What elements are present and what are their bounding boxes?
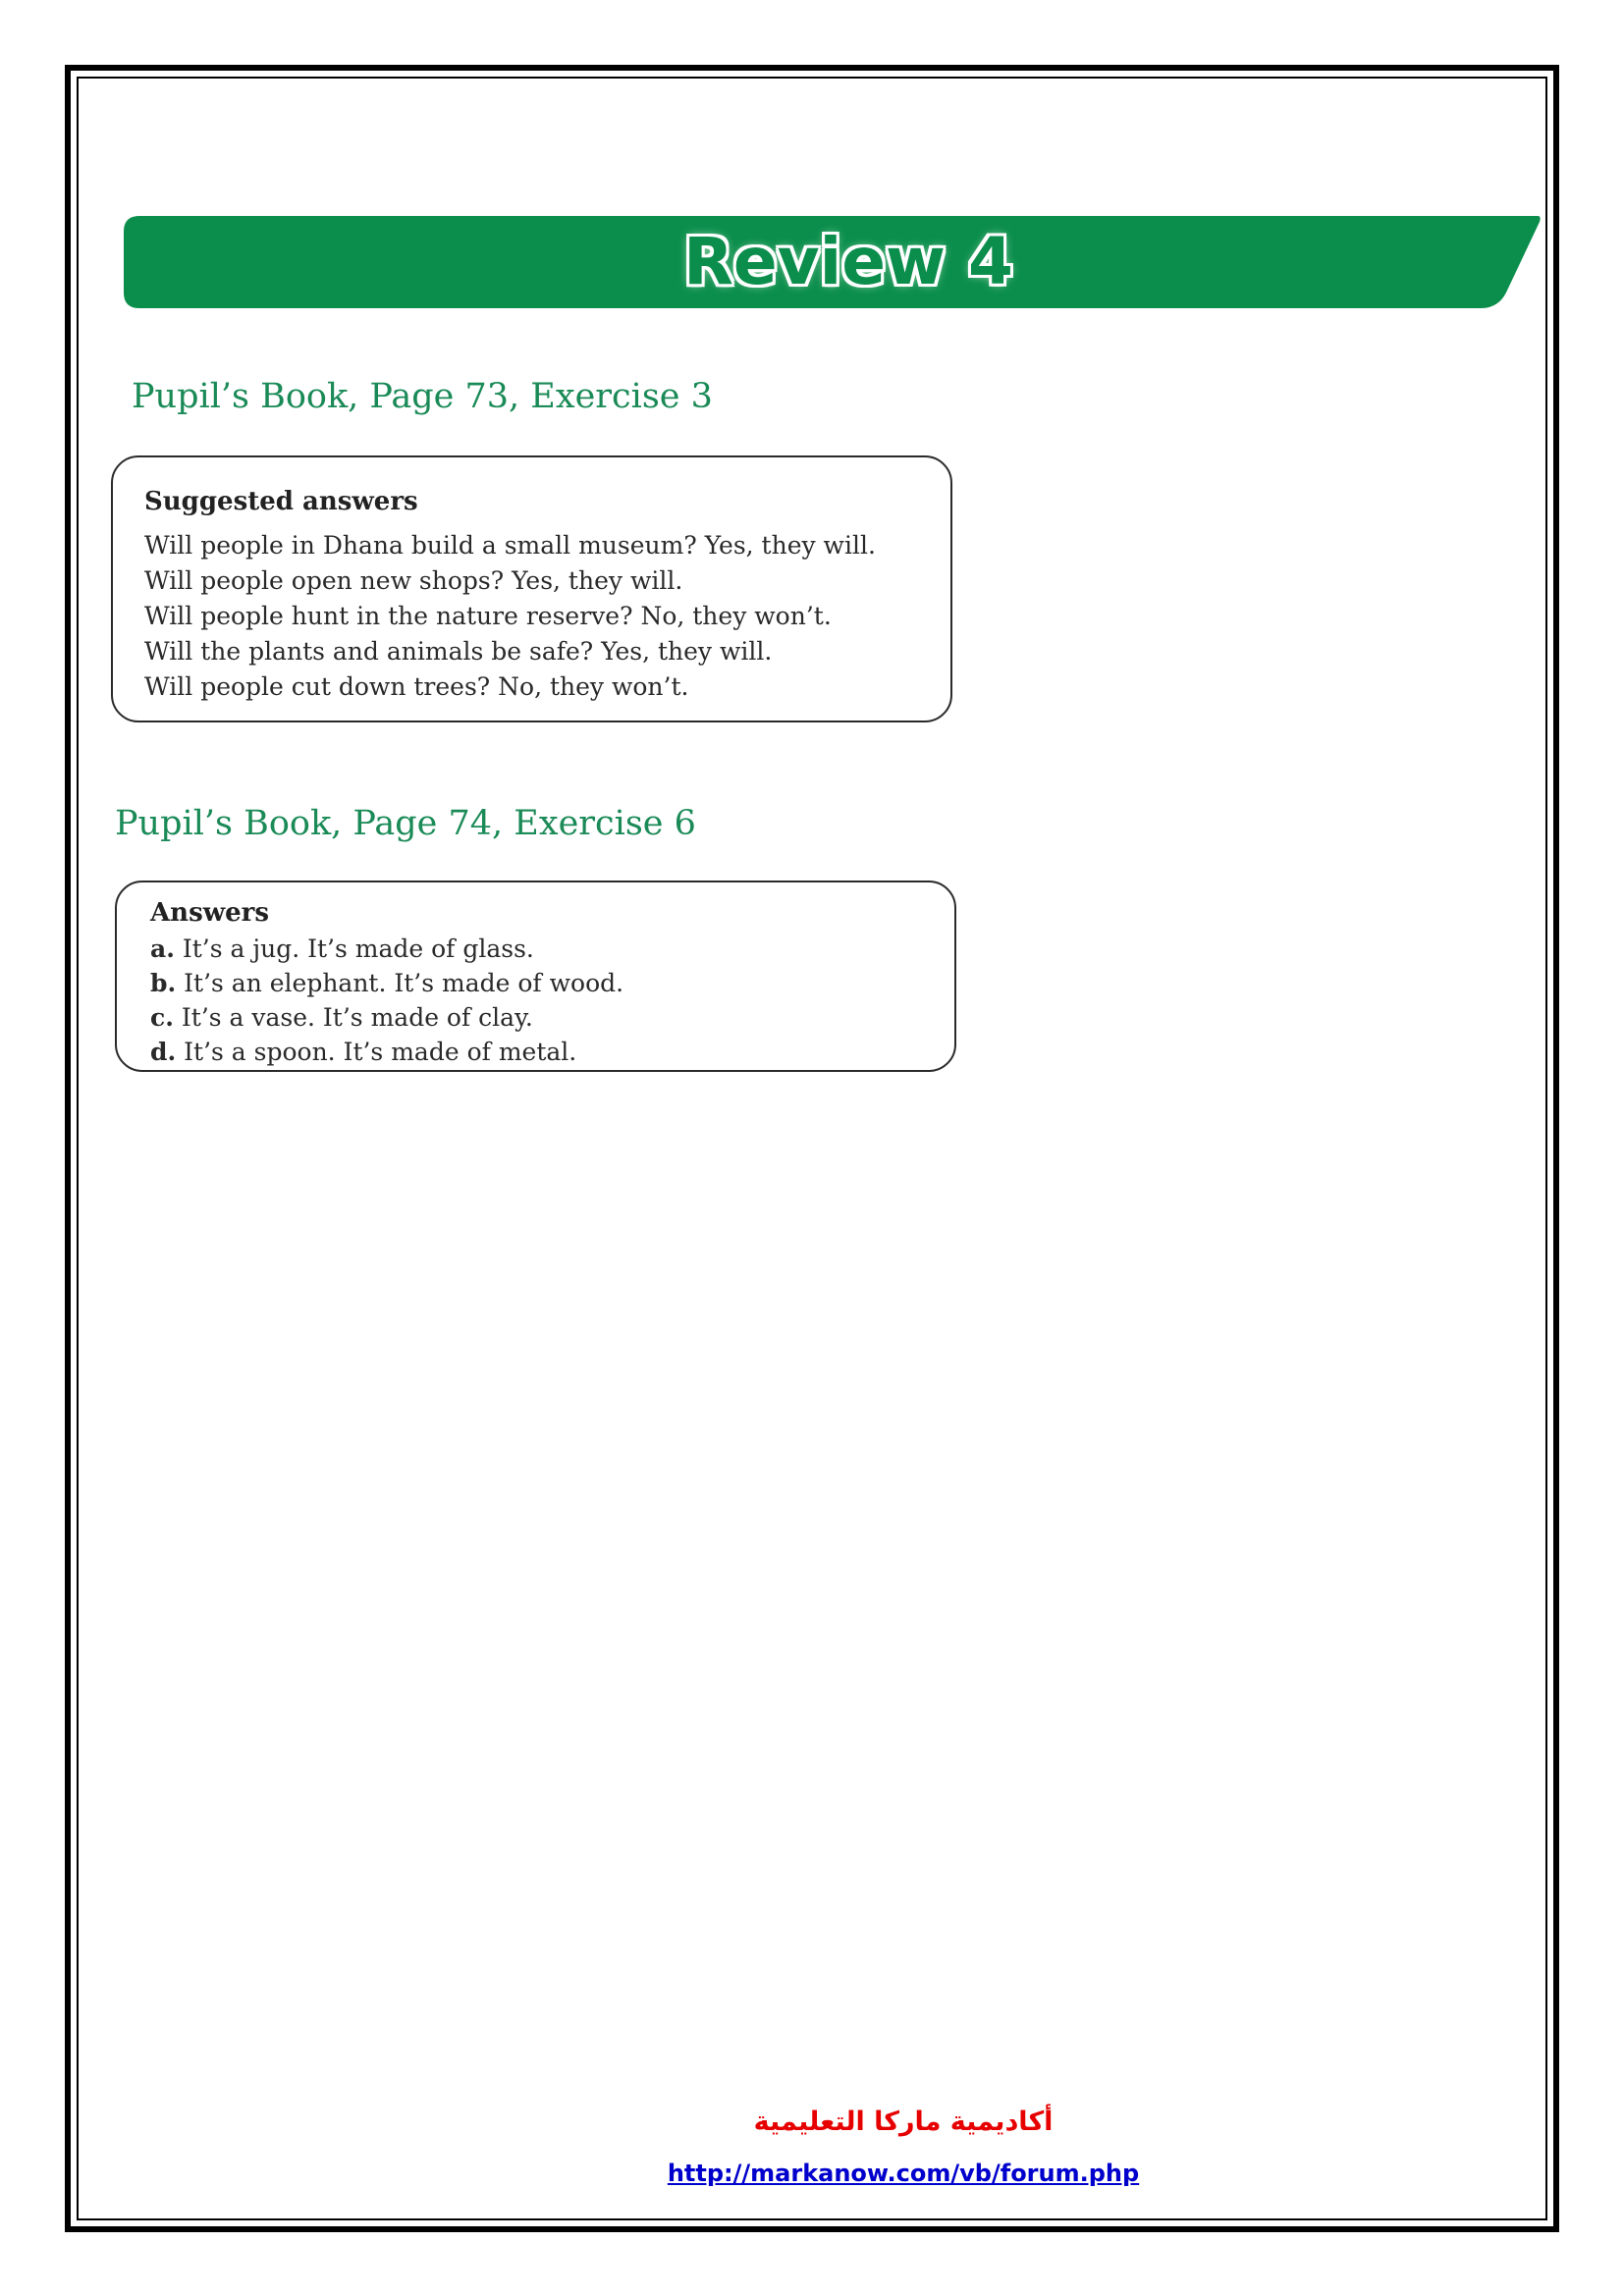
answer-item [150, 966, 954, 1000]
answer-item [150, 932, 954, 966]
review-banner [122, 214, 1542, 310]
answer-box-exercise-6 [115, 881, 956, 1072]
answer-item [150, 1000, 954, 1035]
banner-title: Review 4 [683, 224, 1013, 299]
section-heading-exercise-3: Pupil’s Book, Page 73, Exercise 3 [132, 377, 713, 416]
answer-letter: b. [150, 969, 177, 997]
answer-letter: a. [150, 934, 175, 963]
answer-line: Will people open new shops? Yes, they will. [144, 566, 683, 595]
answer-line: Will people in Dhana build a small museum? Yes, they will. [144, 531, 876, 560]
answer-letter: c. [150, 1003, 174, 1032]
answer-letter: d. [150, 1038, 177, 1066]
answer-text: It’s an elephant. It’s made of wood. [184, 969, 624, 997]
answer-text: It’s a jug. It’s made of glass. [182, 934, 534, 963]
answer-item [150, 1035, 954, 1069]
box-title: Suggested answers [144, 487, 418, 516]
answer-box-exercise-3 [111, 455, 952, 722]
footer-academy-name: أكاديمية ماركا التعليمية [753, 2107, 1054, 2137]
answer-line: Will people hunt in the nature reserve? No, they won’t. [144, 602, 832, 630]
section-heading-exercise-6: Pupil’s Book, Page 74, Exercise 6 [115, 804, 696, 843]
box-title: Answers [150, 898, 269, 928]
answer-line: Will the plants and animals be safe? Yes, they will. [144, 637, 773, 666]
footer-forum-link[interactable]: http://markanow.com/vb/forum.php [667, 2160, 1140, 2187]
answer-line: Will people cut down trees? No, they won’t. [144, 672, 689, 701]
answer-text: It’s a vase. It’s made of clay. [181, 1003, 533, 1032]
answer-text: It’s a spoon. It’s made of metal. [184, 1038, 577, 1066]
